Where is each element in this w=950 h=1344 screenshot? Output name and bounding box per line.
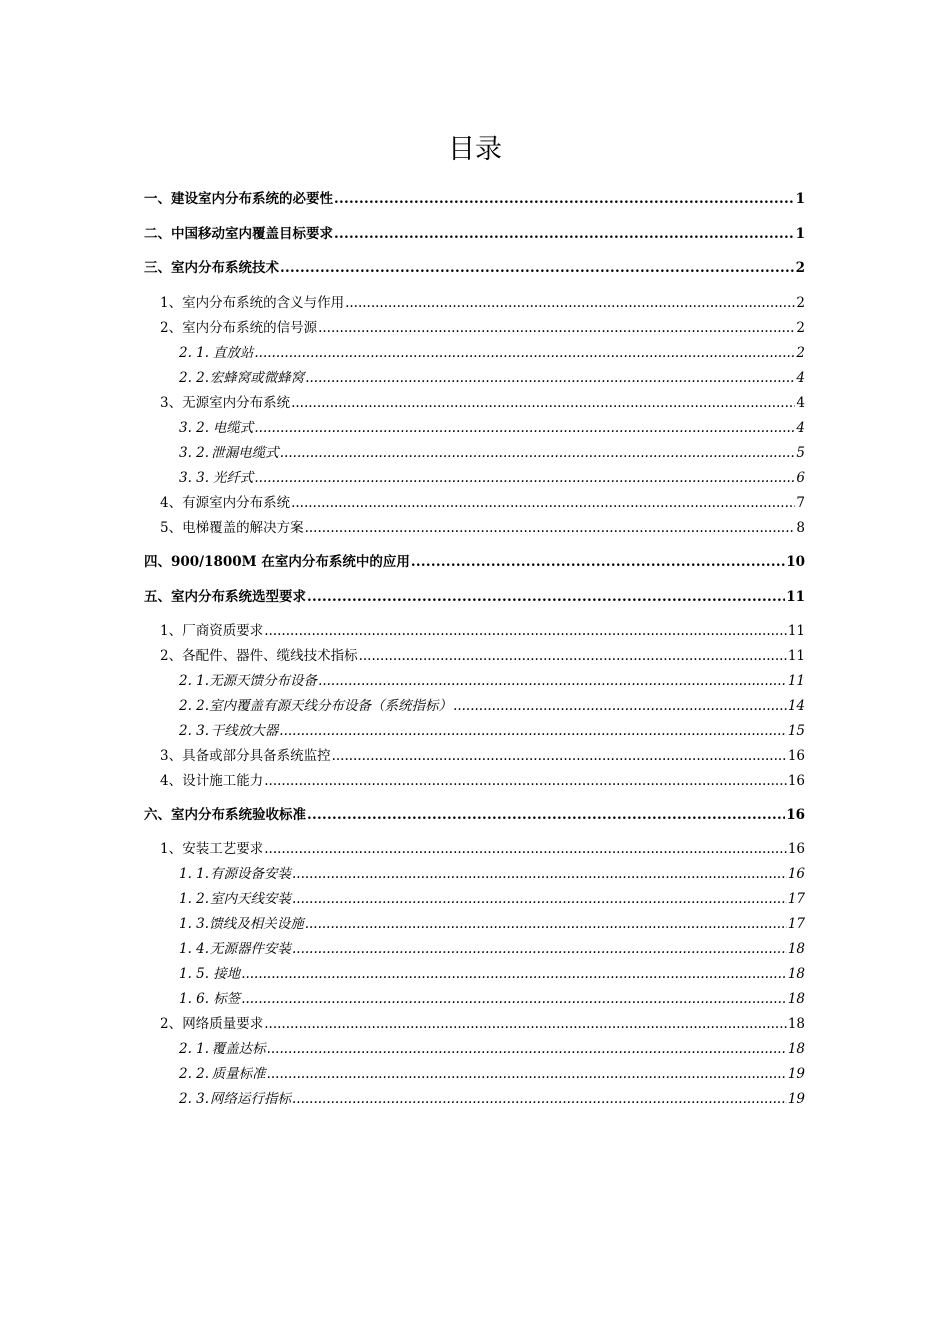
toc-dot-leader: [307, 807, 785, 823]
toc-dot-leader: [305, 916, 787, 932]
toc-entry[interactable]: [179, 366, 805, 386]
toc-dot-leader: [292, 891, 787, 907]
toc-entry-page-number: 11: [787, 623, 805, 639]
toc-entry-page-number: 18: [787, 966, 805, 982]
toc-entry[interactable]: [179, 1037, 805, 1057]
toc-entry-number: 二、: [144, 226, 171, 242]
toc-entry-number: 五、: [144, 589, 171, 605]
toc-dot-leader: [254, 345, 795, 361]
toc-entry-page-number: 15: [787, 723, 805, 739]
toc-entry-page-number: 11: [787, 648, 805, 664]
toc-entry-number: 2. 1.: [179, 673, 210, 689]
toc-dot-leader: [292, 866, 787, 882]
toc-entry-page-number: 19: [787, 1066, 805, 1082]
toc-entry[interactable]: [144, 187, 805, 207]
toc-entry-number: 1、: [160, 295, 183, 311]
toc-entry[interactable]: [144, 550, 805, 570]
toc-dot-leader: [264, 623, 787, 639]
toc-entry-label: 有源室内分布系统: [182, 495, 291, 511]
toc-dot-leader: [305, 370, 795, 386]
toc-entry-label: 无源天馈分布设备: [209, 673, 318, 689]
toc-dot-leader: [359, 648, 787, 664]
toc-entry-label: 室内分布系统选型要求: [171, 589, 306, 605]
toc-entry-number: 2. 1.: [179, 345, 210, 361]
toc-dot-leader: [264, 773, 787, 789]
toc-entry-label: 泄漏电缆式: [211, 445, 279, 461]
toc-entry[interactable]: [179, 694, 805, 714]
toc-entry-label: 室内分布系统的含义与作用: [182, 295, 345, 311]
toc-dot-leader: [334, 226, 795, 242]
toc-entry-number: 三、: [144, 260, 171, 276]
toc-entry-label: 安装工艺要求: [182, 841, 264, 857]
toc-dot-leader: [453, 698, 787, 714]
toc-entry[interactable]: [160, 391, 805, 411]
toc-entry[interactable]: [179, 912, 805, 932]
toc-entry[interactable]: [144, 585, 805, 605]
toc-entry-number: 1、: [160, 841, 183, 857]
toc-entry-number: 5、: [160, 520, 183, 536]
toc-entry[interactable]: [160, 769, 805, 789]
toc-entry-number: 2. 2.: [179, 1066, 210, 1082]
toc-entry-label: 有源设备安装: [210, 866, 291, 882]
toc-dot-leader: [305, 520, 796, 536]
toc-dot-leader: [279, 723, 787, 739]
toc-entry-label: 无源室内分布系统: [182, 395, 291, 411]
toc-entry-page-number: 14: [787, 698, 805, 714]
toc-entry[interactable]: [179, 887, 805, 907]
toc-entry[interactable]: [179, 719, 805, 739]
toc-entry-number: 六、: [144, 807, 171, 823]
toc-entry[interactable]: [144, 803, 805, 823]
toc-entry-number: 3. 3.: [179, 470, 210, 486]
toc-entry[interactable]: [160, 619, 805, 639]
toc-entry-page-number: 16: [787, 866, 805, 882]
toc-entry-label: 设计施工能力: [182, 773, 264, 789]
toc-entry-label: 室内天线安装: [210, 891, 291, 907]
toc-entry-label: 宏蜂窝或微蜂窝: [209, 370, 305, 386]
toc-entry-label: 室内分布系统的信号源: [182, 320, 318, 336]
toc-dot-leader: [318, 320, 795, 336]
toc-dot-leader: [280, 260, 795, 276]
toc-dot-leader: [292, 941, 787, 957]
toc-entry-number: 2. 2.: [179, 370, 210, 386]
toc-entry-number: 3. 2.: [179, 420, 210, 436]
toc-entry-label: 标签: [213, 991, 241, 1007]
toc-entry-label: 光纤式: [212, 470, 254, 486]
toc-entry[interactable]: [160, 316, 805, 336]
toc-dot-leader: [267, 1066, 787, 1082]
toc-entry[interactable]: [179, 341, 805, 361]
toc-dot-leader: [264, 841, 787, 857]
toc-entry[interactable]: [160, 644, 805, 664]
toc-entry-label: 接地: [213, 966, 241, 982]
toc-entry-number: 四、: [144, 554, 171, 570]
toc-dot-leader: [291, 395, 795, 411]
toc-entry-number: 2. 3.: [179, 723, 210, 739]
toc-entry-label: 中国移动室内覆盖目标要求: [171, 226, 333, 242]
toc-entry-number: 1. 2.: [179, 891, 210, 907]
toc-entry-page-number: 5: [796, 445, 805, 461]
toc-entry-page-number: 18: [787, 1041, 805, 1057]
toc-entry-page-number: 7: [796, 495, 805, 511]
toc-entry-number: 1. 1.: [179, 866, 210, 882]
toc-entry-number: 3、: [160, 395, 183, 411]
toc-dot-leader: [332, 748, 787, 764]
toc-entry-label: 室内分布系统技术: [171, 260, 279, 276]
toc-entry-page-number: 18: [787, 991, 805, 1007]
toc-entry-label: 直放站: [212, 345, 254, 361]
toc-entry-number: 2、: [160, 648, 183, 664]
toc-entry[interactable]: [179, 416, 805, 436]
toc-entry-number: 2、: [160, 1016, 183, 1032]
toc-entry[interactable]: [160, 291, 805, 311]
toc-entry-page-number: 4: [796, 395, 805, 411]
toc-entry-number: 2. 3.: [179, 1091, 210, 1107]
toc-dot-leader: [241, 991, 787, 1007]
toc-dot-leader: [264, 1016, 787, 1032]
toc-entry-page-number: 4: [796, 420, 805, 436]
toc-entry-label: 建设室内分布系统的必要性: [171, 191, 333, 207]
toc-entry-page-number: 17: [787, 891, 805, 907]
toc-dot-leader: [292, 1091, 787, 1107]
toc-entry[interactable]: [179, 1062, 805, 1082]
toc-dot-leader: [254, 470, 795, 486]
toc-entry[interactable]: [179, 987, 805, 1007]
toc-entry-label: 网络质量要求: [182, 1016, 264, 1032]
toc-entry-number: 4、: [160, 773, 183, 789]
toc-dot-leader: [280, 445, 796, 461]
toc-entry[interactable]: [144, 222, 805, 242]
toc-entry-page-number: 16: [787, 748, 805, 764]
toc-entry-page-number: 2: [796, 345, 805, 361]
toc-entry-page-number: 18: [787, 1016, 805, 1032]
toc-dot-leader: [334, 191, 795, 207]
toc-entry-label: 电缆式: [212, 420, 254, 436]
toc-dot-leader: [267, 1041, 787, 1057]
toc-entry[interactable]: [160, 837, 805, 857]
toc-entry-label: 电梯覆盖的解决方案: [182, 520, 304, 536]
toc-entry-page-number: 2: [796, 320, 805, 336]
toc-entry-page-number: 16: [787, 773, 805, 789]
toc-entry[interactable]: [179, 466, 805, 486]
toc-entry-page-number: 8: [796, 520, 805, 536]
toc-dot-leader: [291, 495, 795, 511]
toc-entry-page-number: 1: [795, 226, 805, 242]
toc-entry-number: 2、: [160, 320, 183, 336]
toc-entry-label: 厂商资质要求: [182, 623, 264, 639]
toc-entry-page-number: 1: [795, 191, 805, 207]
toc-entry[interactable]: [144, 256, 805, 276]
toc-entry-number: 2. 2.: [179, 698, 210, 714]
toc-entry-page-number: 4: [796, 370, 805, 386]
toc-entry-number: 3、: [160, 748, 183, 764]
page-title: 目录: [448, 134, 502, 165]
toc-entry-page-number: 2: [796, 295, 805, 311]
toc-entry[interactable]: [179, 862, 805, 882]
toc-entry-label: 室内分布系统验收标准: [171, 807, 306, 823]
toc-dot-leader: [411, 554, 785, 570]
toc-entry[interactable]: [179, 1087, 805, 1107]
toc-entry-label: 具备或部分具备系统监控: [182, 748, 331, 764]
toc-entry-page-number: 18: [787, 941, 805, 957]
toc-entry-number: 1. 6.: [179, 991, 210, 1007]
toc-entry-page-number: 11: [786, 589, 805, 605]
toc-entry-label: 室内覆盖有源天线分布设备（系统指标）: [209, 698, 453, 714]
toc-entry-label: 无源器件安装: [210, 941, 291, 957]
toc-entry-page-number: 17: [787, 916, 805, 932]
toc-dot-leader: [345, 295, 795, 311]
toc-entry-page-number: 2: [795, 260, 805, 276]
toc-entry-number: 1. 4.: [179, 941, 210, 957]
toc-entry-page-number: 16: [786, 807, 805, 823]
toc-entry-label: 质量标准: [211, 1066, 266, 1082]
toc-entry[interactable]: [160, 491, 805, 511]
toc-entry-page-number: 16: [787, 841, 805, 857]
toc-entry-label: 干线放大器: [210, 723, 279, 739]
toc-dot-leader: [254, 420, 795, 436]
toc-entry[interactable]: [179, 937, 805, 957]
toc-entry[interactable]: [160, 1012, 805, 1032]
toc-entry-page-number: 10: [786, 554, 805, 570]
toc-entry-label: 覆盖达标: [211, 1041, 266, 1057]
toc-dot-leader: [318, 673, 787, 689]
toc-entry-label: 各配件、器件、缆线技术指标: [182, 648, 358, 664]
toc-entry-label: 900/1800M 在室内分布系统中的应用: [171, 554, 410, 570]
toc-entry[interactable]: [160, 744, 805, 764]
toc-entry-page-number: 11: [787, 673, 805, 689]
toc-dot-leader: [307, 589, 785, 605]
toc-entry[interactable]: [179, 962, 805, 982]
toc-entry-page-number: 19: [787, 1091, 805, 1107]
toc-dot-leader: [241, 966, 787, 982]
toc-entry-number: 2. 1.: [179, 1041, 210, 1057]
toc-entry[interactable]: [179, 669, 805, 689]
toc-entry-number: 一、: [144, 191, 171, 207]
toc-entry-number: 1、: [160, 623, 183, 639]
toc-entry-number: 3. 2.: [179, 445, 210, 461]
toc-entry-label: 网络运行指标: [210, 1091, 291, 1107]
toc-entry-number: 1. 3.: [179, 916, 210, 932]
toc-entry-number: 4、: [160, 495, 183, 511]
toc-entry-label: 馈线及相关设施: [209, 916, 304, 932]
toc-entry[interactable]: [179, 441, 805, 461]
toc-entry-number: 1. 5.: [179, 966, 210, 982]
toc-entry[interactable]: [160, 516, 805, 536]
toc-entry-page-number: 6: [796, 470, 805, 486]
